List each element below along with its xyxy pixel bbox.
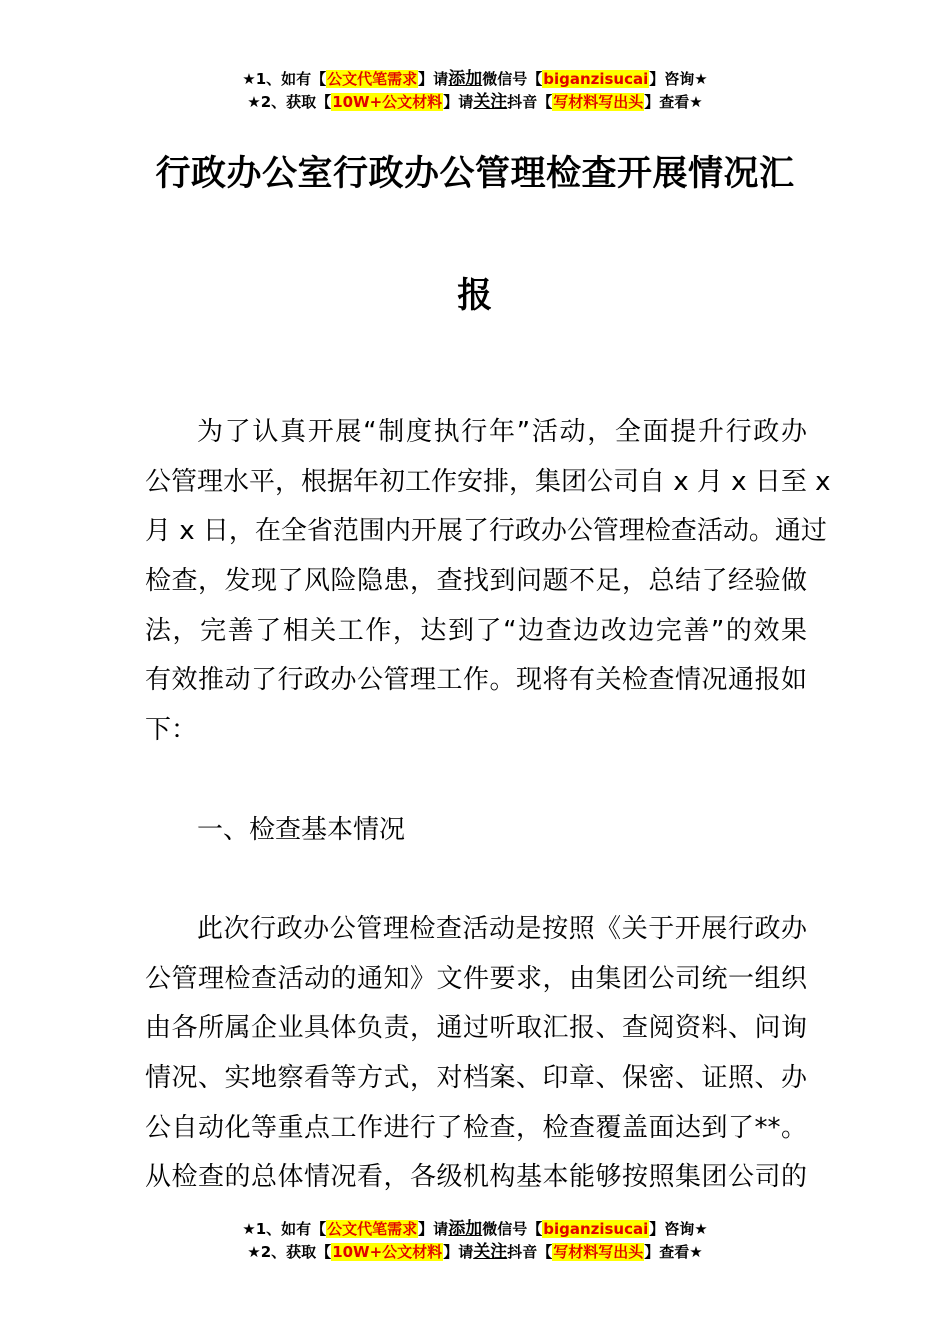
banner-text: 】请 — [418, 70, 449, 88]
banner-line-1 — [0, 68, 950, 91]
document-title-line-2: 报 — [457, 276, 493, 316]
banner-highlight: 公文代笔需求 — [327, 1220, 418, 1238]
paragraph-line: 法，完善了相关工作，达到了“边查边改边完善”的效果 — [145, 615, 807, 646]
banner-text: 微信号【 — [482, 70, 543, 88]
banner-text: 】查看★ — [644, 93, 703, 111]
banner-text: ★2、获取【 — [247, 93, 332, 111]
header-banner — [0, 68, 950, 114]
banner-text: 抖音【 — [507, 1243, 553, 1261]
banner-wechat-id: biganzisucai — [543, 70, 649, 88]
paragraph-line: 月 x 日，在全省范围内开展了行政办公管理检查活动。通过 — [145, 516, 827, 547]
banner-text: ★1、如有【 — [242, 1220, 327, 1238]
document-title-line-1: 行政办公室行政办公管理检查开展情况汇 — [155, 154, 795, 194]
banner-text: 】请 — [418, 1220, 449, 1238]
banner-highlight: 10W+公文材料 — [332, 1243, 443, 1261]
banner-text: ★1、如有【 — [242, 70, 327, 88]
paragraph-line: 公管理水平，根据年初工作安排，集团公司自 x 月 x 日至 x — [145, 466, 831, 497]
paragraph-line: 此次行政办公管理检查活动是按照《关于开展行政办 — [197, 914, 807, 944]
banner-emphasis: 关注 — [473, 92, 508, 112]
banner-line-1 — [0, 1218, 950, 1241]
banner-text: 微信号【 — [482, 1220, 543, 1238]
section-heading: 一、检查基本情况 — [197, 815, 406, 845]
intro-paragraph — [145, 408, 831, 756]
banner-douyin-id: 写材料写出头 — [553, 93, 644, 111]
banner-emphasis: 添加 — [448, 69, 483, 89]
footer-banner — [0, 1218, 950, 1264]
paragraph-line: 公自动化等重点工作进行了检查，检查覆盖面达到了**。 — [145, 1112, 807, 1143]
banner-emphasis: 添加 — [448, 1219, 483, 1239]
paragraph-line: 为了认真开展“制度执行年”活动，全面提升行政办 — [197, 417, 807, 447]
banner-text: 】咨询★ — [649, 70, 708, 88]
paragraph-line: 公管理检查活动的通知》文件要求，由集团公司统一组织 — [145, 963, 807, 994]
banner-text: 】请 — [443, 1243, 474, 1261]
banner-line-2 — [0, 91, 950, 114]
banner-line-2 — [0, 1241, 950, 1264]
body-paragraph — [145, 905, 807, 1203]
paragraph-line: 情况、实地察看等方式，对档案、印章、保密、证照、办 — [145, 1063, 807, 1094]
paragraph-line: 有效推动了行政办公管理工作。现将有关检查情况通报如 — [145, 665, 807, 696]
banner-emphasis: 关注 — [473, 1242, 508, 1262]
banner-highlight: 10W+公文材料 — [332, 93, 443, 111]
paragraph-line: 由各所属企业具体负责，通过听取汇报、查阅资料、问询 — [145, 1013, 807, 1044]
banner-text: ★2、获取【 — [247, 1243, 332, 1261]
banner-douyin-id: 写材料写出头 — [553, 1243, 644, 1261]
banner-text: 】查看★ — [644, 1243, 703, 1261]
banner-wechat-id: biganzisucai — [543, 1220, 649, 1238]
banner-text: 抖音【 — [507, 93, 553, 111]
paragraph-line: 检查，发现了风险隐患，查找到问题不足，总结了经验做 — [145, 566, 807, 597]
banner-text: 】请 — [443, 93, 474, 111]
paragraph-line: 从检查的总体情况看，各级机构基本能够按照集团公司的 — [145, 1162, 807, 1193]
paragraph-line: 下： — [145, 715, 198, 746]
banner-text: 】咨询★ — [649, 1220, 708, 1238]
banner-highlight: 公文代笔需求 — [327, 70, 418, 88]
